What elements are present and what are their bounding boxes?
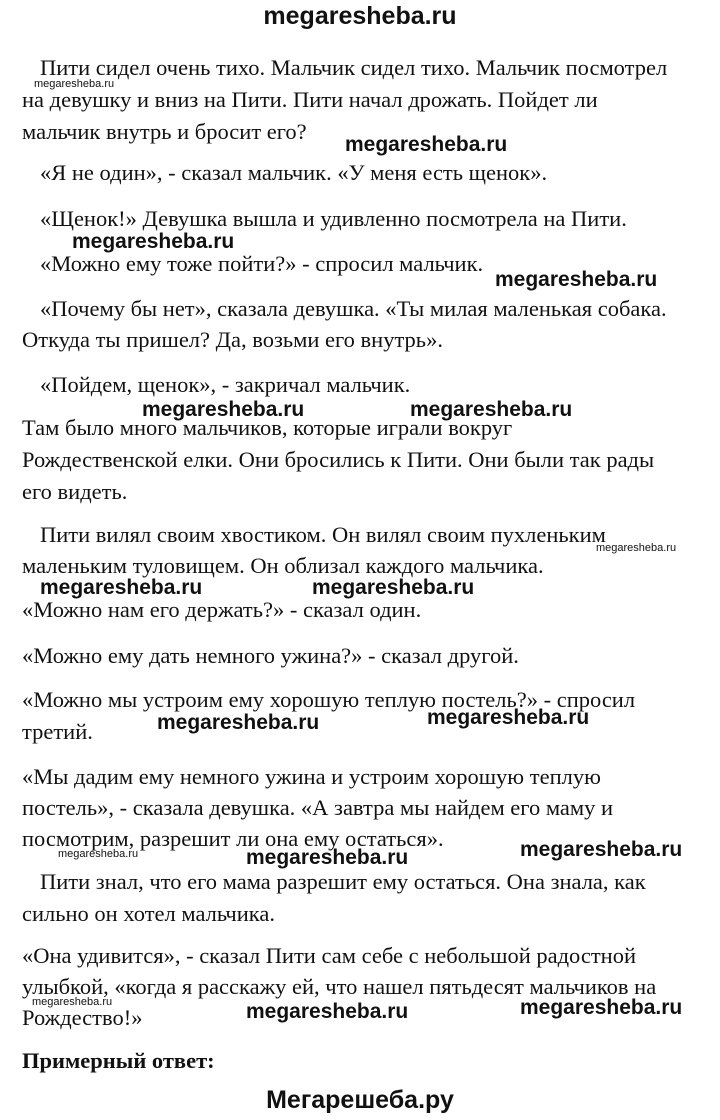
text-line: «Щенок!» Девушка вышла и удивленно посмотрела на Пити. bbox=[40, 206, 627, 231]
text-line: Рождество!» bbox=[22, 1005, 143, 1030]
watermark: megaresheba.ru bbox=[345, 133, 508, 156]
text-line: посмотрим, разрешит ли она ему остаться». bbox=[22, 826, 444, 851]
text-line: Пити вилял своим хвостиком. Он вилял своим пухленьким bbox=[40, 522, 606, 547]
watermark: megaresheba.ru bbox=[32, 996, 113, 1008]
text-line: «Можно ему тоже пойти?» - спросил мальчик. bbox=[40, 251, 484, 276]
text-line: постель», - сказала девушка. «А завтра мы найдем его маму и bbox=[22, 795, 614, 820]
watermark: megaresheba.ru bbox=[40, 576, 203, 599]
watermark: megaresheba.ru bbox=[596, 542, 677, 554]
text-line: «Мы дадим ему немного ужина и устроим хорошую теплую bbox=[22, 764, 601, 789]
site-header: megaresheba.ru bbox=[263, 2, 457, 30]
watermark: megaresheba.ru bbox=[246, 1000, 409, 1023]
text-line: улыбкой, «когда я расскажу ей, что нашел пятьдесят мальчиков на bbox=[22, 974, 657, 999]
text-line: «Можно мы устроим ему хорошую теплую постель?» - спросил bbox=[22, 687, 636, 712]
watermark: megaresheba.ru bbox=[520, 996, 683, 1019]
watermark: megaresheba.ru bbox=[58, 848, 139, 860]
text-line: маленьким туловищем. Он облизал каждого мальчика. bbox=[22, 553, 544, 578]
text-line: на девушку и вниз на Пити. Пити начал дрожать. Пойдет ли bbox=[22, 87, 598, 112]
text-line: сильно он хотел мальчика. bbox=[22, 901, 275, 926]
watermark: megaresheba.ru bbox=[157, 711, 320, 734]
text-line: «Она удивится», - сказал Пити сам себе с небольшой радостной bbox=[22, 943, 637, 968]
text-line: «Я не один», - сказал мальчик. «У меня есть щенок». bbox=[40, 160, 548, 185]
text-line: «Можно ему дать немного ужина?» - сказал другой. bbox=[22, 643, 519, 668]
text-line: «Почему бы нет», сказала девушка. «Ты милая маленькая собака. bbox=[40, 296, 667, 321]
watermark: megaresheba.ru bbox=[520, 838, 683, 861]
watermark: megaresheba.ru bbox=[142, 398, 305, 421]
text-line: Пити знал, что его мама разрешит ему остаться. Она знала, как bbox=[40, 869, 646, 894]
text-line: мальчик внутрь и бросит его? bbox=[22, 119, 307, 144]
site-footer: Мегарешеба.ру bbox=[266, 1086, 454, 1114]
text-line: Пити сидел очень тихо. Мальчик сидел тихо. Мальчик посмотрел bbox=[40, 55, 668, 80]
text-line: его видеть. bbox=[22, 479, 128, 504]
watermark: megaresheba.ru bbox=[495, 268, 658, 291]
text-line: «Можно нам его держать?» - сказал один. bbox=[22, 597, 422, 622]
text-line: Там было много мальчиков, которые играли вокруг bbox=[22, 415, 513, 440]
text-line: Рождественской елки. Они бросились к Пити. Они были так рады bbox=[22, 447, 655, 472]
text-line: Откуда ты пришел? Да, возьми его внутрь». bbox=[22, 327, 443, 352]
text-line: третий. bbox=[22, 719, 93, 744]
watermark: megaresheba.ru bbox=[34, 78, 115, 90]
watermark: megaresheba.ru bbox=[427, 706, 590, 729]
text-line: «Пойдем, щенок», - закричал мальчик. bbox=[40, 372, 411, 397]
answer-label: Примерный ответ: bbox=[22, 1048, 215, 1073]
watermark: megaresheba.ru bbox=[246, 846, 409, 869]
watermark: megaresheba.ru bbox=[72, 230, 235, 253]
watermark: megaresheba.ru bbox=[312, 576, 475, 599]
watermark: megaresheba.ru bbox=[410, 398, 573, 421]
